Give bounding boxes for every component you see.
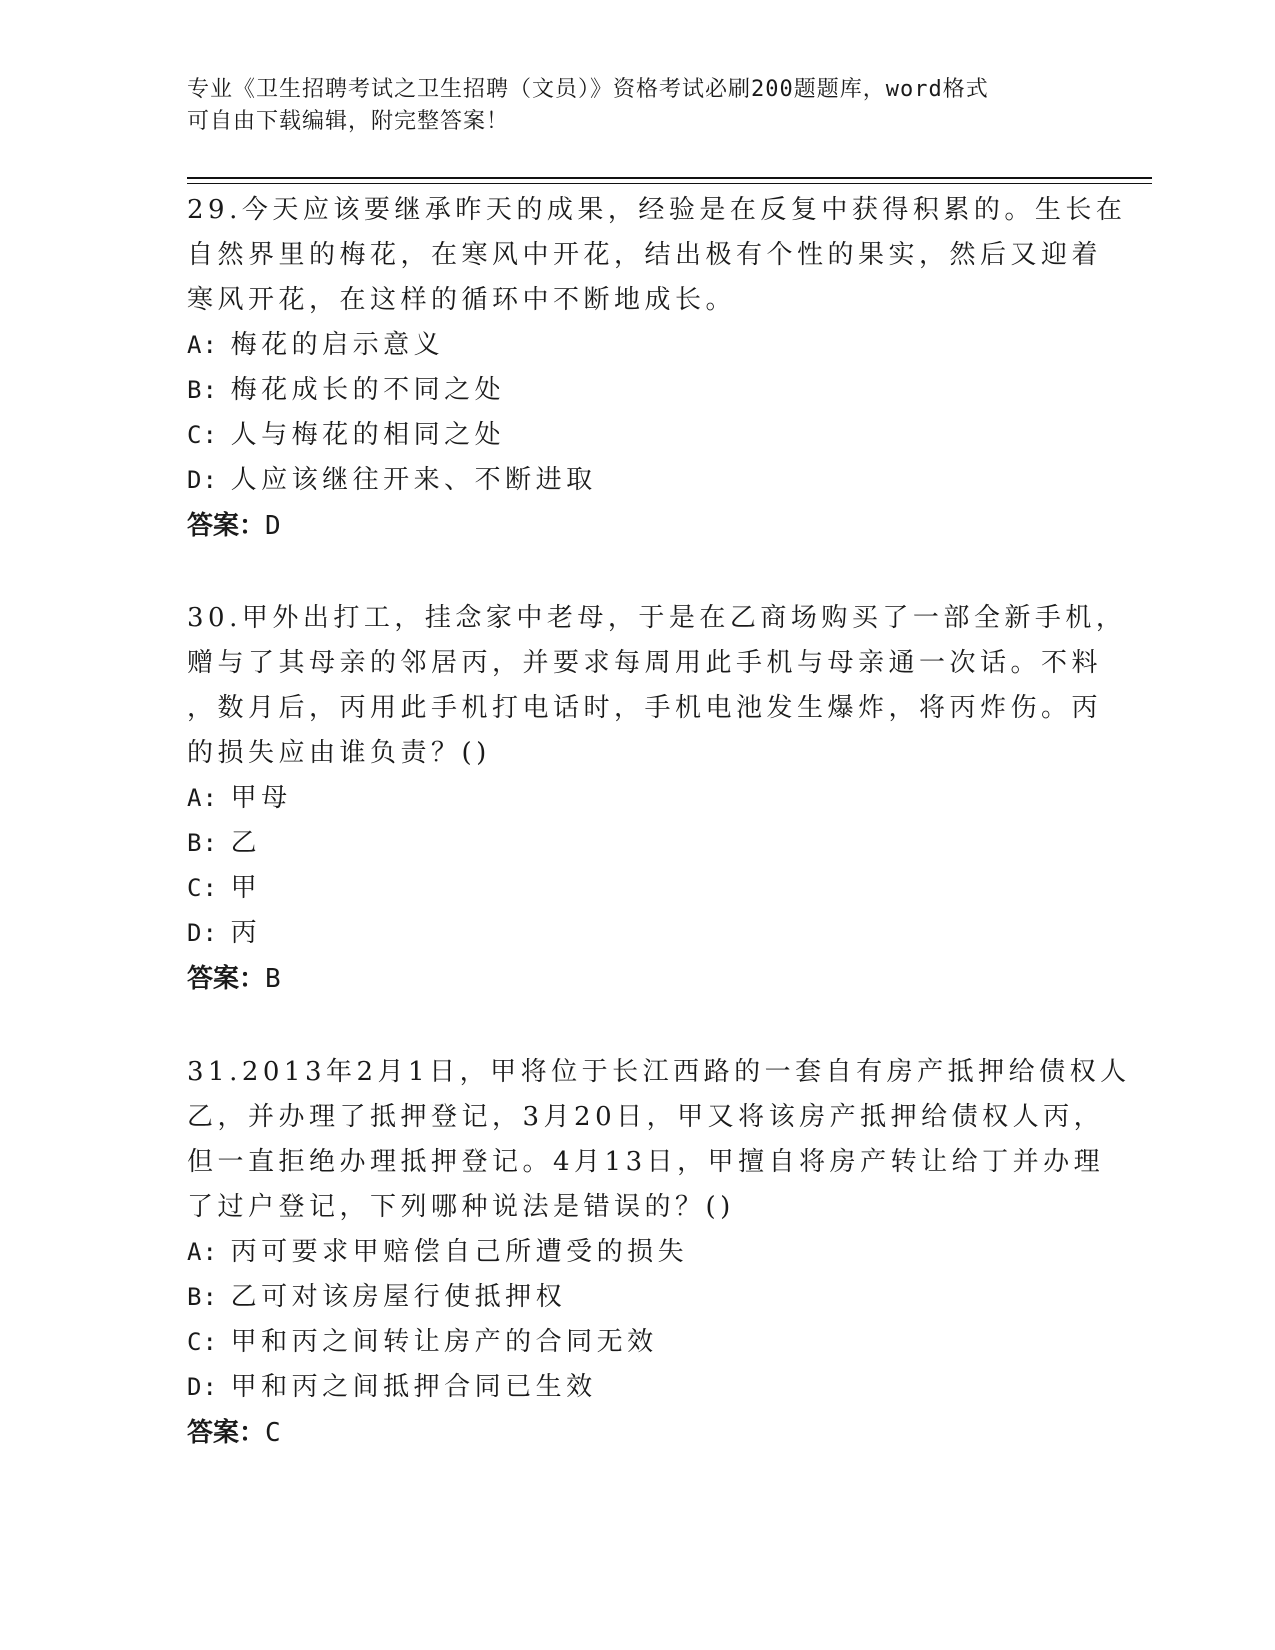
option-c (187, 1320, 1087, 1365)
answer-line (187, 503, 1087, 549)
option-a (187, 323, 1087, 368)
option-text: 人应该继往开来、不断进取 (230, 465, 597, 495)
option-key: A: (187, 331, 218, 359)
option-key: D: (187, 919, 218, 947)
option-text: 丙 (230, 918, 262, 948)
stem-line: 30.甲外出打工，挂念家中老母，于是在乙商场购买了一部全新手机， (187, 603, 1127, 633)
option-key: D: (187, 466, 218, 494)
option-d (187, 1365, 1087, 1410)
option-text: 人与梅花的相同之处 (230, 420, 506, 450)
stem-line: 29.今天应该要继承昨天的成果，经验是在反复中获得积累的。生长在 (187, 195, 1127, 225)
question-stem (187, 596, 1127, 776)
option-b (187, 368, 1087, 413)
answer-value: B (265, 964, 281, 994)
option-text: 梅花的启示意义 (230, 330, 445, 360)
option-text: 甲 (230, 873, 262, 903)
option-text: 梅花成长的不同之处 (230, 375, 506, 405)
option-key: C: (187, 874, 218, 902)
answer-label: 答案： (187, 964, 266, 994)
option-text: 甲和丙之间抵押合同已生效 (230, 1372, 597, 1402)
stem-line: 寒风开花，在这样的循环中不断地成长。 (187, 285, 737, 315)
answer-label: 答案： (187, 1418, 266, 1448)
stem-line: 了过户登记，下列哪种说法是错误的？() (187, 1192, 735, 1222)
option-key: B: (187, 829, 218, 857)
question-stem (187, 1050, 1131, 1230)
option-b (187, 821, 1087, 866)
stem-line: 31.2013年2月1日，甲将位于长江西路的一套自有房产抵押给债权人 (187, 1057, 1131, 1087)
question-29 (187, 188, 1127, 549)
option-key: A: (187, 1238, 218, 1266)
stem-line: 赠与了其母亲的邻居丙，并要求每周用此手机与母亲通一次话。不料 (187, 648, 1103, 678)
question-stem (187, 188, 1127, 323)
header-line-2: 可自由下载编辑，附完整答案！ (187, 109, 510, 134)
option-c (187, 413, 1087, 458)
option-text: 甲母 (230, 783, 292, 813)
document-header (187, 74, 1087, 138)
option-d (187, 458, 1087, 503)
header-line-1: 专业《卫生招聘考试之卫生招聘（文员）》资格考试必刷200题题库，word格式 (187, 77, 989, 102)
option-key: C: (187, 1328, 218, 1356)
stem-line: 乙，并办理了抵押登记，3月20日，甲又将该房产抵押给债权人丙， (187, 1102, 1105, 1132)
stem-line: 自然界里的梅花，在寒风中开花，结出极有个性的果实，然后又迎着 (187, 240, 1103, 270)
option-a (187, 1230, 1087, 1275)
option-d (187, 911, 1087, 956)
answer-line (187, 956, 1087, 1002)
option-text: 乙可对该房屋行使抵押权 (230, 1282, 567, 1312)
header-divider-thin (187, 183, 1152, 184)
option-a (187, 776, 1087, 821)
question-30 (187, 596, 1127, 1002)
stem-line: ，数月后，丙用此手机打电话时，手机电池发生爆炸，将丙炸伤。丙 (187, 693, 1103, 723)
option-key: B: (187, 1283, 218, 1311)
option-key: C: (187, 421, 218, 449)
question-31 (187, 1050, 1131, 1456)
option-c (187, 866, 1087, 911)
option-key: B: (187, 376, 218, 404)
header-divider-thick (187, 177, 1152, 179)
option-text: 甲和丙之间转让房产的合同无效 (230, 1327, 658, 1357)
option-text: 丙可要求甲赔偿自己所遭受的损失 (230, 1237, 689, 1267)
answer-value: D (265, 511, 281, 541)
stem-line: 的损失应由谁负责？() (187, 738, 491, 768)
answer-value: C (265, 1418, 281, 1448)
stem-line: 但一直拒绝办理抵押登记。4月13日，甲擅自将房产转让给丁并办理 (187, 1147, 1105, 1177)
answer-label: 答案： (187, 511, 266, 541)
answer-line (187, 1410, 1087, 1456)
option-b (187, 1275, 1087, 1320)
option-key: A: (187, 784, 218, 812)
option-text: 乙 (230, 828, 262, 858)
option-key: D: (187, 1373, 218, 1401)
